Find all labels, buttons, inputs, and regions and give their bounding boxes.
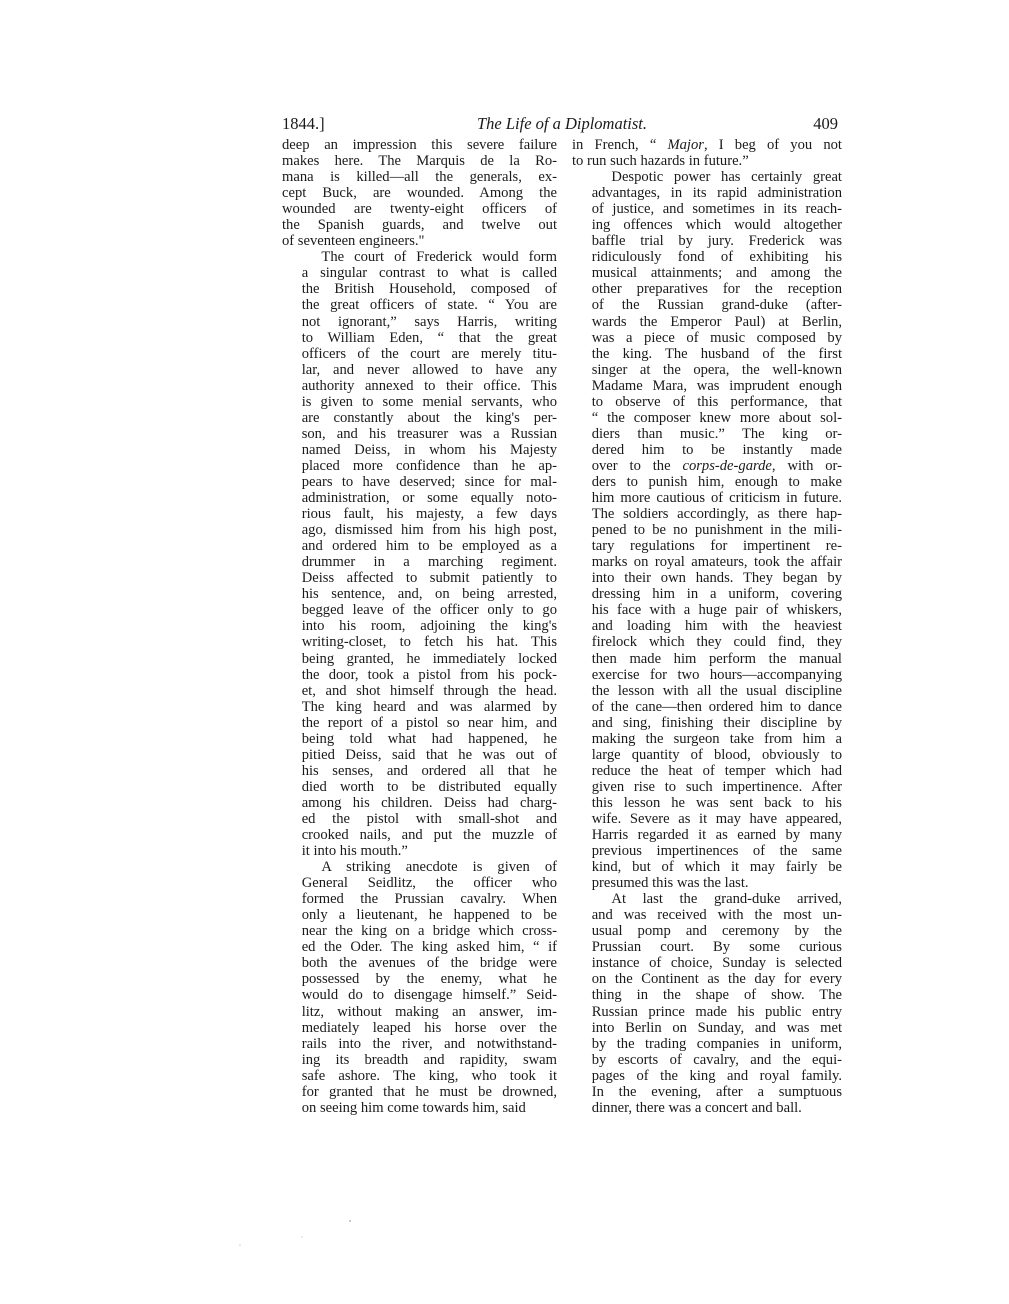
paragraph [282, 137, 557, 249]
text-line: begged leave of the officer only to go [301, 602, 557, 619]
text-line: the report of a pistol so near him, and [301, 714, 557, 731]
text-line: reduce the heat of temper which had [591, 762, 842, 779]
text-line: for granted that he must be drowned, [301, 1083, 557, 1100]
text-line: rious fault, his majesty, a few days [301, 506, 557, 523]
text-line: safe ashore. The king, who took it [301, 1067, 557, 1084]
text-line: authority annexed to their office. This [301, 377, 557, 394]
text-line: placed more confidence than he ap- [301, 457, 557, 474]
paragraph [282, 249, 557, 859]
text-line: firelock which they could find, they [591, 634, 842, 651]
text-line: then made him perform the manual [591, 650, 842, 667]
text-line: instance of choice, Sunday is selected [591, 955, 842, 972]
text-line: his senses, and ordered all that he [301, 762, 557, 779]
text-line: of the cane—then ordered him to dance [591, 698, 842, 715]
text-line: usual pomp and ceremony by the [591, 923, 842, 940]
text-line: given rise to such impertinence. After [591, 778, 842, 795]
text-line: only a lieutenant, he happened to be [301, 907, 557, 924]
text-line: A striking anecdote is given of [321, 859, 557, 876]
text-line: diers than music.” The king or- [591, 425, 842, 442]
text-line: a singular contrast to what is called [301, 265, 557, 282]
text-line: presumed this was the last. [591, 875, 749, 892]
text-line: by escorts of cavalry, and the equi- [591, 1051, 842, 1068]
text-line: marks on royal amateurs, took the affair [591, 554, 842, 571]
text-line: possessed by the enemy, what he [301, 971, 557, 988]
text-line: the door, took a pistol from his pock- [301, 666, 557, 683]
left-column [282, 137, 557, 1116]
text-line: on seeing him come towards him, said [301, 1099, 526, 1116]
paragraph [572, 891, 842, 1116]
text-line: not ignorant,” says Harris, writing [301, 313, 557, 330]
header-year: 1844.] [282, 114, 325, 133]
text-line: dered him to be instantly made [591, 441, 842, 458]
text-line: him more cautious of criticism in future. [591, 490, 842, 507]
text-line: both the avenues of the bridge were [301, 955, 557, 972]
text-line: this lesson he was sent back to his [591, 794, 842, 811]
text-line: ed the pistol with small-shot and [301, 810, 557, 827]
text-line: dressing him in a uniform, covering [591, 586, 842, 603]
text-line: Harris regarded it as earned by many [591, 827, 842, 844]
text-line: General Seidlitz, the officer who [301, 875, 557, 892]
text-line: into his room, adjoining the king's [301, 618, 557, 635]
text-line: it into his mouth.” [301, 843, 408, 860]
text-line: thing in the shape of show. The [591, 987, 842, 1004]
text-line: are constantly about the king's per- [301, 409, 557, 426]
text-line: of seventeen engineers." [282, 233, 425, 250]
text-line: writing-closet, to fetch his hat. This [301, 634, 557, 651]
text-line: pened to be no punishment in the mili- [591, 522, 842, 539]
text-line: ed the Oder. The king asked him, “ if [301, 939, 557, 956]
text-line: to run such hazards in future.” [572, 153, 749, 170]
text-line: rails into the river, and notwithstand- [301, 1035, 557, 1052]
text-line: of the Russian grand-duke (after- [591, 297, 842, 314]
text-line: litz, without making an answer, im- [301, 1003, 557, 1020]
text-line: near the king on a bridge which cross- [301, 923, 557, 940]
text-line: “ the composer knew more about sol- [591, 409, 842, 426]
text-line: by the trading companies in uniform, [591, 1035, 842, 1052]
text-line: previous impertinences of the same [591, 843, 842, 860]
text-line: officers of the court are merely titu- [301, 345, 557, 362]
text-line: Despotic power has certainly great [611, 169, 842, 186]
text-line: In the evening, after a sumptuous [591, 1083, 842, 1100]
text-line: wife. Severe as it may have appeared, [591, 810, 842, 827]
text-line: on the Continent as the day for every [591, 971, 842, 988]
text-line: into Berlin on Sunday, and was met [591, 1019, 842, 1036]
text-line: wards the Emperor Paul) at Berlin, [591, 313, 842, 330]
text-line: the British Household, composed of [301, 281, 557, 298]
text-line: ing offences which would altogether [591, 217, 842, 234]
text-line: advantages, in its rapid administration [591, 185, 842, 202]
text-line: in French, “ Major, I beg of you not [572, 137, 842, 153]
text-line: deep an impression this severe failure [282, 137, 557, 153]
text-line: mana is killed—all the generals, ex- [282, 169, 557, 186]
text-line: wounded are twenty-eight officers of [282, 201, 557, 218]
text-line: of justice, and sometimes in its reach- [591, 201, 842, 218]
text-line: The king heard and was alarmed by [301, 698, 557, 715]
text-line: The soldiers accordingly, as there hap- [591, 506, 842, 523]
text-line: musical attainments; and among the [591, 265, 842, 282]
text-line: large quantity of blood, obviously to [591, 746, 842, 763]
header-title: The Life of a Diplomatist. [476, 114, 648, 133]
text-line: baffle trial by jury. Frederick was [591, 233, 842, 250]
text-line: ridiculously fond of exhibiting his [591, 249, 842, 266]
text-line: Deiss affected to submit patiently to [301, 570, 557, 587]
text-line: ing its breadth and rapidity, swam [301, 1051, 557, 1068]
text-line: and was received with the most un- [591, 907, 842, 924]
text-line: Prussian court. By some curious [591, 939, 842, 956]
running-header [282, 114, 842, 138]
text-line: cept Buck, are wounded. Among the [282, 185, 557, 202]
text-line: mediately leaped his horse over the [301, 1019, 557, 1036]
text-line: tary regulations for impertinent re- [591, 538, 842, 555]
text-line: other preparatives for the reception [591, 281, 842, 298]
right-column [572, 137, 842, 1116]
text-line: Madame Mara, was imprudent enough [591, 377, 842, 394]
text-line: formed the Prussian cavalry. When [301, 891, 557, 908]
text-line: dinner, there was a concert and ball. [591, 1099, 802, 1116]
text-line: crooked nails, and put the muzzle of [301, 827, 557, 844]
text-line: pages of the king and royal family. [591, 1067, 842, 1084]
text-line: is given to some menial servants, who [301, 393, 557, 410]
text-line: his sentence, and, on being arrested, [301, 586, 557, 603]
text-line: pitied Deiss, said that he was out of [301, 746, 557, 763]
text-line: to William Eden, “ that the great [301, 329, 557, 346]
text-line: pears to have deserved; since for mal- [301, 473, 557, 490]
text-line: the Spanish guards, and twelve out [282, 217, 557, 234]
text-line: lar, and never allowed to have any [301, 361, 557, 378]
text-line: to observe of this performance, that [591, 393, 842, 410]
text-line: died worth to be distributed equally [301, 778, 557, 795]
text-line: among his children. Deiss had charg- [301, 794, 557, 811]
text-line: was a piece of music composed by [591, 329, 842, 346]
text-line: ders to punish him, enough to make [591, 473, 842, 490]
text-line: and sing, finishing their discipline by [591, 714, 842, 731]
text-line: and ordered him to be employed as a [301, 538, 557, 555]
text-line: into their own hands. They began by [591, 570, 842, 587]
text-line: exercise for two hours—accompanying [591, 666, 842, 683]
text-line: being granted, he immediately locked [301, 650, 557, 667]
paragraph [282, 859, 557, 1116]
text-line: over to the corps-de-garde, with or- [591, 457, 842, 474]
text-line: singer at the opera, the well-known [591, 361, 842, 378]
text-line: ago, dismissed him from his high post, [301, 522, 557, 539]
text-line: The court of Frederick would form [321, 249, 557, 266]
text-line: Russian prince made his public entry [591, 1003, 842, 1020]
text-line: At last the grand-duke arrived, [611, 891, 842, 908]
text-line: and loading him with the heaviest [591, 618, 842, 635]
text-line: being told what had happened, he [301, 730, 557, 747]
text-line: named Deiss, in whom his Majesty [301, 441, 557, 458]
text-line: kind, but of which it may fairly be [591, 859, 842, 876]
text-line: makes here. The Marquis de la Ro- [282, 153, 557, 170]
paragraph [572, 169, 842, 891]
text-line: drummer in a marching regiment. [301, 554, 557, 571]
text-line: would do to disengage himself.” Seid- [301, 987, 557, 1004]
page-number: 409 [813, 114, 838, 133]
text-line: administration, or some equally noto- [301, 490, 557, 507]
text-line: et, and shot himself through the head. [301, 682, 557, 699]
text-line: the lesson with all the usual discipline [591, 682, 842, 699]
text-line: the king. The husband of the first [591, 345, 842, 362]
text-line: son, and his treasurer was a Russian [301, 425, 557, 442]
scan-specks [232, 1215, 372, 1255]
text-line: his face with a huge pair of whiskers, [591, 602, 842, 619]
text-line: making the surgeon take from him a [591, 730, 842, 747]
text-line: the great officers of state. “ You are [301, 297, 557, 314]
paragraph [572, 137, 842, 169]
